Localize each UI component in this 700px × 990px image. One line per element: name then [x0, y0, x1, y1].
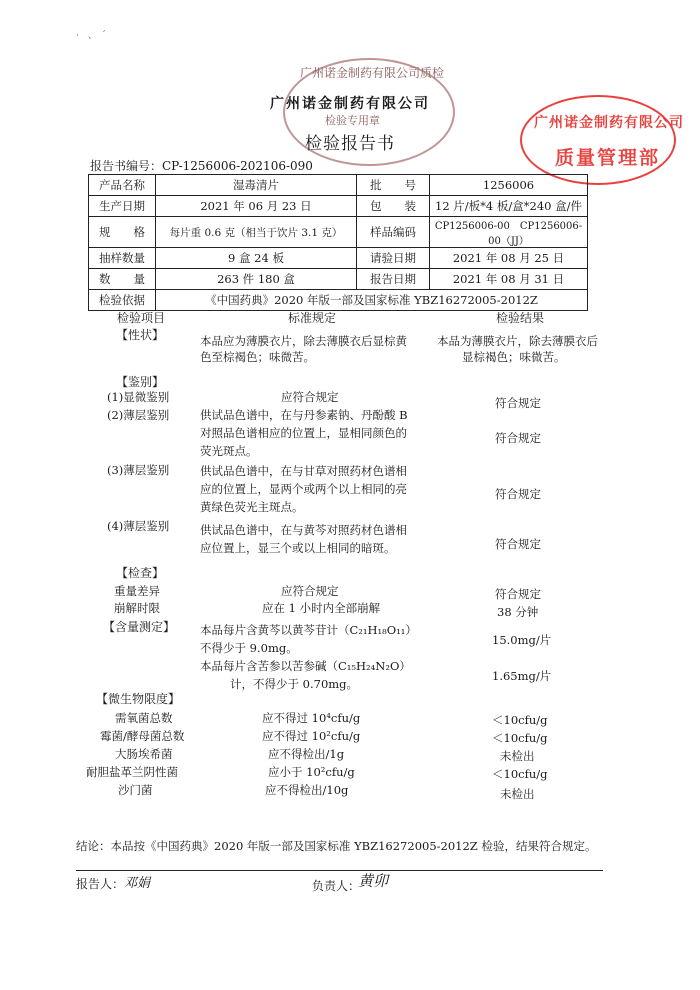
info-label: 检验依据: [89, 290, 156, 311]
info-label: 批 号: [357, 175, 430, 196]
item-standard: 应符合规定: [281, 390, 339, 404]
assay-result: 15.0mg/片: [492, 633, 552, 647]
table-row: [89, 269, 588, 290]
item-result: 未检出: [500, 787, 535, 801]
item-name: (2)薄层鉴别: [107, 408, 170, 422]
responsible-signature: 黄卯: [358, 872, 389, 890]
footer-divider: [76, 870, 603, 871]
assay-standard: 本品每片含黄芩以黄芩苷计（C₂₁H₁₈O₁₁）: [200, 623, 417, 637]
item-name: (3)薄层鉴别: [107, 463, 170, 477]
info-value: 263 件 180 盒: [156, 269, 357, 290]
qa-stamp-text-2: 质量管理部: [555, 147, 661, 169]
item-standard: 应不得过 10²cfu/g: [262, 729, 361, 743]
reporter-label: 报告人：: [76, 877, 125, 891]
traits-result: 本品为薄膜衣片，除去薄膜衣后: [437, 334, 598, 348]
info-label: 规 格: [89, 217, 156, 248]
assay-standard: 计，不得少于 0.70mg。: [230, 677, 359, 691]
item-standard: 供试品色谱中，在与丹参素钠、丹酚酸 B: [200, 408, 408, 422]
item-name: (4)薄层鉴别: [107, 519, 170, 533]
item-name: 耐胆盐革兰阴性菌: [86, 765, 178, 779]
report-number: 报告书编号：CP-1256006-202106-090: [90, 159, 313, 173]
column-result: 检验结果: [496, 311, 545, 325]
item-name: 大肠埃希菌: [115, 747, 173, 761]
traits-standard: 本品应为薄膜衣片，除去薄膜衣后显棕黄: [200, 334, 407, 348]
section-traits: 【性状】: [116, 328, 165, 342]
info-value: 湿毒清片: [156, 175, 357, 196]
info-label: 抽样数量: [89, 248, 156, 269]
item-standard: 荧光斑点。: [200, 444, 258, 458]
info-value: 1256006: [430, 175, 588, 196]
info-value: CP1256006-00 CP1256006-00（JJ）: [430, 217, 588, 248]
item-result: 符合规定: [495, 587, 541, 601]
info-value: 9 盒 24 板: [156, 248, 357, 269]
info-value: 2021 年 08 月 25 日: [430, 248, 588, 269]
inspection-stamp-text-2: 检验专用章: [325, 114, 380, 127]
item-standard: 应符合规定: [281, 584, 339, 598]
item-result: 38 分钟: [497, 605, 539, 619]
table-row: [89, 196, 588, 217]
item-standard: 应不得过 10⁴cfu/g: [262, 711, 361, 725]
table-row: [89, 248, 588, 269]
table-row: [89, 175, 588, 196]
info-table: [88, 174, 588, 311]
item-standard: 应位置上，显三个或以上相同的暗斑。: [200, 541, 396, 555]
item-result: 符合规定: [495, 487, 541, 501]
conclusion: 结论：本品按《中国药典》2020 年版一部及国家标准 YBZ16272005-2012Z 检验，结果符合规定。: [76, 839, 597, 853]
item-result: 符合规定: [495, 431, 541, 445]
assay-result: 1.65mg/片: [492, 669, 552, 683]
item-name: 霉菌/酵母菌总数: [100, 729, 185, 743]
section-inspection: 【检查】: [116, 566, 165, 580]
info-label: 数 量: [89, 269, 156, 290]
table-row: [89, 217, 588, 248]
item-standard: 应不得检出/10g: [265, 783, 349, 797]
info-value: 2021 年 06 月 23 日: [156, 196, 357, 217]
item-name: 需氧菌总数: [115, 711, 173, 725]
item-standard: 对照品色谱相应的位置上，显相同颜色的: [200, 426, 407, 440]
section-identification: 【鉴别】: [116, 375, 165, 389]
table-row: [89, 290, 588, 311]
info-value: 2021 年 08 月 31 日: [430, 269, 588, 290]
info-label: 产品名称: [89, 175, 156, 196]
item-name: 崩解时限: [114, 601, 160, 615]
traits-result: 显棕褐色；味微苦。: [462, 350, 566, 364]
column-standard: 标准规定: [288, 311, 337, 325]
info-value: 12 片/板*4 板/盒*240 盒/件: [430, 196, 588, 217]
item-standard: 供试品色谱中，在与甘草对照药材色谱相: [200, 464, 407, 478]
info-label: 请验日期: [357, 248, 430, 269]
item-result: 符合规定: [495, 396, 541, 410]
assay-standard: 本品每片含苦参以苦参碱（C₁₅H₂₄N₂O）: [200, 659, 411, 673]
info-value: 《中国药典》2020 年版一部及国家标准 YBZ16272005-2012Z: [156, 290, 588, 311]
item-standard: 应小于 10²cfu/g: [268, 765, 355, 779]
company-name: 广州诺金制药有限公司: [270, 96, 430, 112]
item-standard: 供试品色谱中，在与黄芩对照药材色谱相: [200, 523, 407, 537]
item-result: ＜10cfu/g: [492, 713, 548, 727]
item-result: ＜10cfu/g: [492, 767, 548, 781]
item-result: 未检出: [500, 749, 535, 763]
item-standard: 应在 1 小时内全部崩解: [262, 601, 381, 615]
section-microbial: 【微生物限度】: [96, 692, 181, 706]
item-standard: 应不得检出/1g: [268, 747, 345, 761]
reporter-signature: 邓娟: [124, 876, 151, 891]
column-item: 检验项目: [117, 311, 166, 325]
assay-standard: 不得少于 9.0mg。: [200, 641, 298, 655]
inspection-stamp-text: 广州诺金制药有限公司质检: [300, 66, 445, 80]
item-standard: 应的位置上，显两个或两个以上相同的亮: [200, 482, 407, 496]
report-title: 检验报告书: [305, 134, 395, 154]
responsible-label: 负责人：: [312, 879, 361, 893]
traits-standard: 色至棕褐色；味微苦。: [200, 350, 315, 364]
section-assay: 【含量测定】: [103, 620, 176, 634]
info-label: 生产日期: [89, 196, 156, 217]
item-name: (1)显微鉴别: [107, 390, 170, 404]
info-value: 每片重 0.6 克（相当于饮片 3.1 克）: [156, 217, 357, 248]
item-standard: 黄绿色荧光主斑点。: [200, 500, 304, 514]
item-name: 沙门菌: [118, 783, 153, 797]
info-label: 包 装: [357, 196, 430, 217]
item-result: 符合规定: [495, 537, 541, 551]
qa-stamp-text: 广州诺金制药有限公司: [534, 115, 684, 131]
item-name: 重量差异: [114, 584, 160, 598]
corner-marks: · 、 ˊ: [76, 31, 106, 41]
info-label: 样品编码: [357, 217, 430, 248]
info-label: 报告日期: [357, 269, 430, 290]
item-result: ＜10cfu/g: [492, 731, 548, 745]
